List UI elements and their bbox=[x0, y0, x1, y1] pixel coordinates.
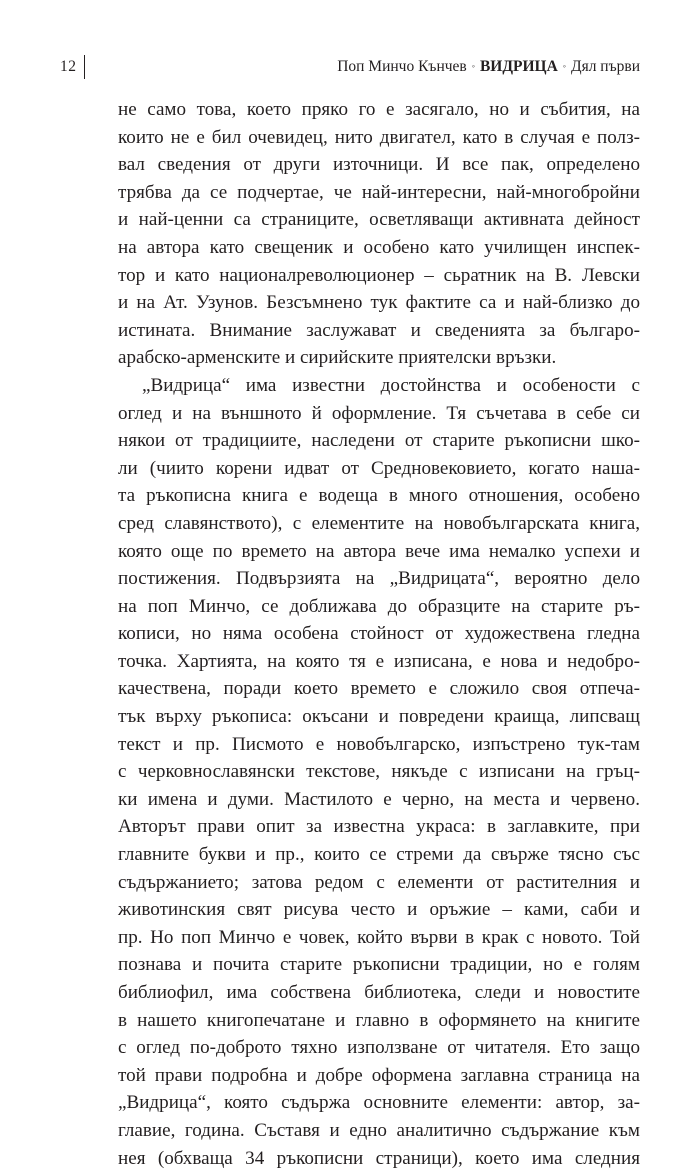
text-line: кописи, но няма особена стойност от художествена гледна bbox=[118, 623, 640, 645]
text-line: нея (обхваща 34 ръкописни страници), което има следния bbox=[118, 1147, 640, 1169]
text-line: той прави подробна и добре оформена заглавна страница на bbox=[118, 1064, 640, 1086]
text-line: в нашето книгопечатане и главно в оформянето на книгите bbox=[118, 1009, 640, 1031]
text-line: някои от традициите, наследени от старите ръкописни шко- bbox=[118, 430, 640, 452]
page-number-block bbox=[60, 55, 85, 79]
text-line: та ръкописна книга е водеща в много отношения, особено bbox=[118, 485, 640, 507]
page-number: 12 bbox=[60, 58, 77, 75]
running-head-separator-icon: ◦ bbox=[471, 61, 475, 71]
page-header bbox=[60, 52, 640, 82]
text-line: и на Ат. Узунов. Безсъмнено тук фактите са и най-близко до bbox=[118, 292, 640, 314]
text-line: пр. Но поп Минчо е човек, който върви в крак с новото. Той bbox=[118, 926, 640, 948]
running-head-book-title: ВИДРИЦА bbox=[479, 58, 558, 75]
text-line: тор и като националреволюционер – сьратник на В. Левски bbox=[118, 264, 640, 286]
text-line: познава и почита старите ръкописни традиции, но е голям bbox=[118, 954, 640, 976]
text-line: които не е бил очевидец, нито двигател, като в случая е полз- bbox=[118, 126, 640, 148]
text-line: Авторът прави опит за известна украса: в заглавките, при bbox=[118, 816, 640, 838]
text-line: качествена, поради което времето е сложило своя отпеча- bbox=[118, 678, 640, 700]
text-line: „Видрица“, която съдържа основните елементи: автор, за- bbox=[118, 1092, 640, 1114]
text-line: на поп Минчо, се доближава до образците на старите ръ- bbox=[118, 595, 640, 617]
text-line: животинския свят рисува често и оръжие – ками, саби и bbox=[118, 899, 640, 921]
text-line: точка. Хартията, на която тя е изписана, е нова и недобро- bbox=[118, 650, 640, 672]
text-line: ли (чиито корени идват от Средновековието, когато наша- bbox=[118, 457, 640, 479]
text-line: ки имена и думи. Мастилото е черно, на места и червено. bbox=[118, 788, 640, 810]
text-line: която още по времето на автора вече има немалко успехи и bbox=[118, 540, 640, 562]
text-line: и най-ценни са страниците, осветляващи активната дейност bbox=[118, 209, 640, 231]
text-line: истината. Внимание заслужават и сведенията за българо- bbox=[118, 319, 640, 341]
paragraph bbox=[118, 96, 640, 372]
text-line: с оглед по-доброто тяхно използване от читателя. Ето защо bbox=[118, 1037, 640, 1059]
header-vertical-rule bbox=[84, 55, 86, 79]
text-line: тък върху ръкописа: окъсани и повредени краища, липсващ bbox=[118, 706, 640, 728]
text-line: главните букви и пр., които се стреми да свърже тясно със bbox=[118, 844, 640, 866]
text-line: главие, година. Съставя и едно аналитично съдържание към bbox=[118, 1119, 640, 1141]
paragraph bbox=[118, 372, 640, 1172]
running-head-part: Дял първи bbox=[571, 58, 640, 75]
running-head-author: Поп Минчо Кънчев bbox=[337, 58, 467, 75]
text-line: текст и пр. Писмото е новобългарско, изпъстрено тук-там bbox=[118, 733, 640, 755]
text-line: оглед и на външното й оформление. Тя съчетава в себе си bbox=[118, 402, 640, 424]
running-head-separator-icon: ◦ bbox=[562, 61, 566, 71]
running-head bbox=[337, 58, 640, 76]
text-line: с черковнославянски текстове, някъде с изписани на гръц- bbox=[118, 761, 640, 783]
text-line: арабско-арменските и сирийските приятелски връзки. bbox=[118, 347, 557, 369]
text-line: вал сведения от други източници. И все пак, определено bbox=[118, 154, 640, 176]
text-line: библиофил, има собствена библиотека, следи и новостите bbox=[118, 982, 640, 1003]
text-line: „Видрица“ има известни достойнства и особености с bbox=[142, 374, 640, 396]
text-line: на автора като свещеник и особено като училищен инспек- bbox=[118, 236, 640, 258]
text-line: постижения. Подвързията на „Видрицата“, вероятно дело bbox=[118, 568, 640, 590]
text-line: съдържанието; затова редом с елементи от растителния и bbox=[118, 871, 640, 893]
body-text bbox=[118, 96, 640, 1172]
text-line: не само това, което пряко го е засягало, но и събития, на bbox=[118, 99, 640, 120]
text-line: трябва да се подчертае, че най-интересни, най-многобройни bbox=[118, 181, 640, 203]
text-line: сред славянството), с елементите на новобългарската книга, bbox=[118, 512, 640, 534]
